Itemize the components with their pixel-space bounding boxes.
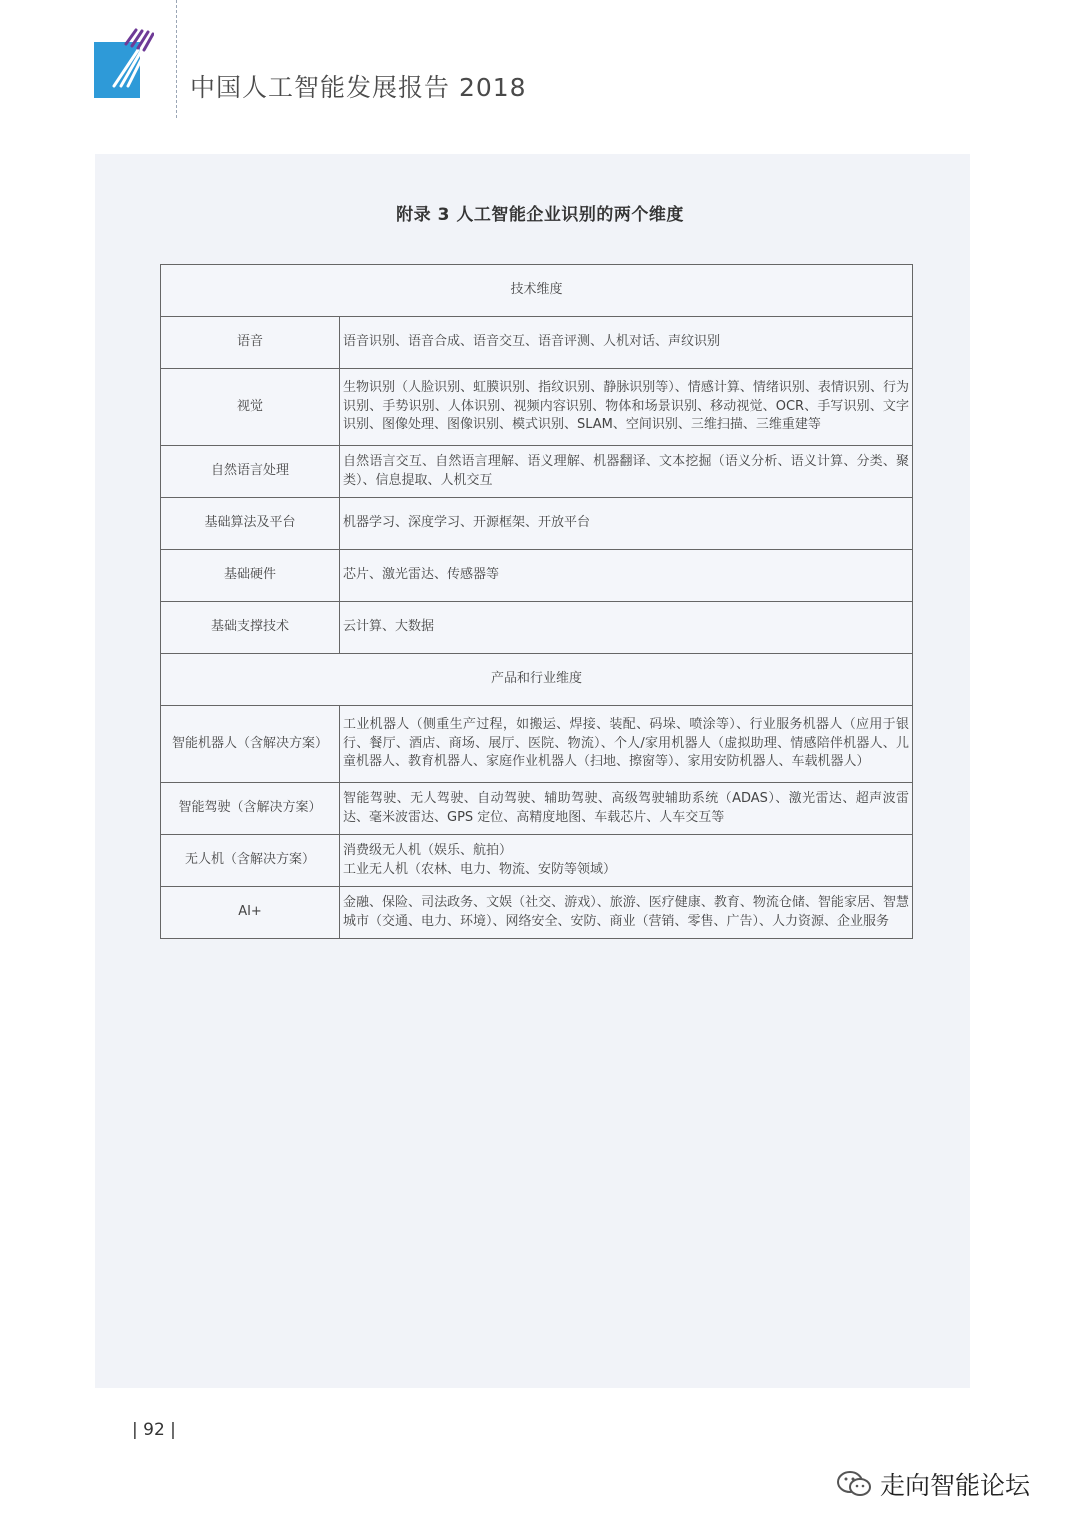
category-cell: 智能驾驶（含解决方案）	[161, 783, 340, 835]
category-cell: 自然语言处理	[161, 446, 340, 498]
items-cell: 云计算、大数据	[340, 602, 913, 654]
items-cell: 机器学习、深度学习、开源框架、开放平台	[340, 498, 913, 550]
table-row	[161, 887, 913, 939]
category-cell: 视觉	[161, 369, 340, 446]
category-cell: AI+	[161, 887, 340, 939]
tech-section-header: 技术维度	[161, 265, 913, 317]
items-line: 消费级无人机（娱乐、航拍）	[343, 843, 513, 858]
report-title: 中国人工智能发展报告 2018	[190, 73, 527, 102]
table-row	[161, 369, 913, 446]
wechat-icon	[836, 1470, 872, 1498]
table-row	[161, 498, 913, 550]
items-cell: 生物识别（人脸识别、虹膜识别、指纹识别、静脉识别等）、情感计算、情绪识别、表情识别、行为识别、手势识别、人体识别、视频内容识别、物体和场景识别、移动视觉、OCR、手写识别、文字识别、图像处理、图像识别、模式识别、SLAM、空间识别、三维扫描、三维重建等	[340, 369, 913, 446]
table-row	[161, 446, 913, 498]
items-cell: 金融、保险、司法政务、文娱（社交、游戏）、旅游、医疗健康、教育、物流仓储、智能家居、智慧城市（交通、电力、环境）、网络安全、安防、商业（营销、零售、广告）、人力资源、企业服务	[340, 887, 913, 939]
table-row	[161, 835, 913, 887]
dimensions-table	[160, 264, 913, 939]
items-cell: 语音识别、语音合成、语音交互、语音评测、人机对话、声纹识别	[340, 317, 913, 369]
category-cell: 基础支撑技术	[161, 602, 340, 654]
report-logo-icon	[94, 28, 154, 98]
items-cell: 自然语言交互、自然语言理解、语义理解、机器翻译、文本挖掘（语义分析、语义计算、分类、聚类）、信息提取、人机交互	[340, 446, 913, 498]
category-cell: 基础硬件	[161, 550, 340, 602]
items-cell: 工业机器人（侧重生产过程，如搬运、焊接、装配、码垛、喷涂等）、行业服务机器人（应用于银行、餐厅、酒店、商场、展厅、医院、物流）、个人/家用机器人（虚拟助理、情感陪伴机器人、儿童机器人、教育机器人、家庭作业机器人（扫地、擦窗等）、家用安防机器人、车载机器人）	[340, 706, 913, 783]
watermark-text: 走向智能论坛	[880, 1471, 1031, 1500]
watermark	[836, 1464, 1030, 1504]
table-row	[161, 317, 913, 369]
items-cell: 智能驾驶、无人驾驶、自动驾驶、辅助驾驶、高级驾驶辅助系统（ADAS）、激光雷达、超声波雷达、毫米波雷达、GPS 定位、高精度地图、车载芯片、人车交互等	[340, 783, 913, 835]
items-cell	[340, 835, 913, 887]
table-row	[161, 783, 913, 835]
header-divider	[176, 0, 177, 118]
category-cell: 基础算法及平台	[161, 498, 340, 550]
category-cell: 智能机器人（含解决方案）	[161, 706, 340, 783]
category-cell: 语音	[161, 317, 340, 369]
table-row	[161, 706, 913, 783]
product-section-header: 产品和行业维度	[161, 654, 913, 706]
page-number: | 92 |	[132, 1420, 176, 1440]
table-row	[161, 550, 913, 602]
appendix-title: 附录 3 人工智能企业识别的两个维度	[396, 205, 684, 225]
items-line: 工业无人机（农林、电力、物流、安防等领域）	[343, 861, 617, 877]
category-cell: 无人机（含解决方案）	[161, 835, 340, 887]
table-row	[161, 602, 913, 654]
items-cell: 芯片、激光雷达、传感器等	[340, 550, 913, 602]
